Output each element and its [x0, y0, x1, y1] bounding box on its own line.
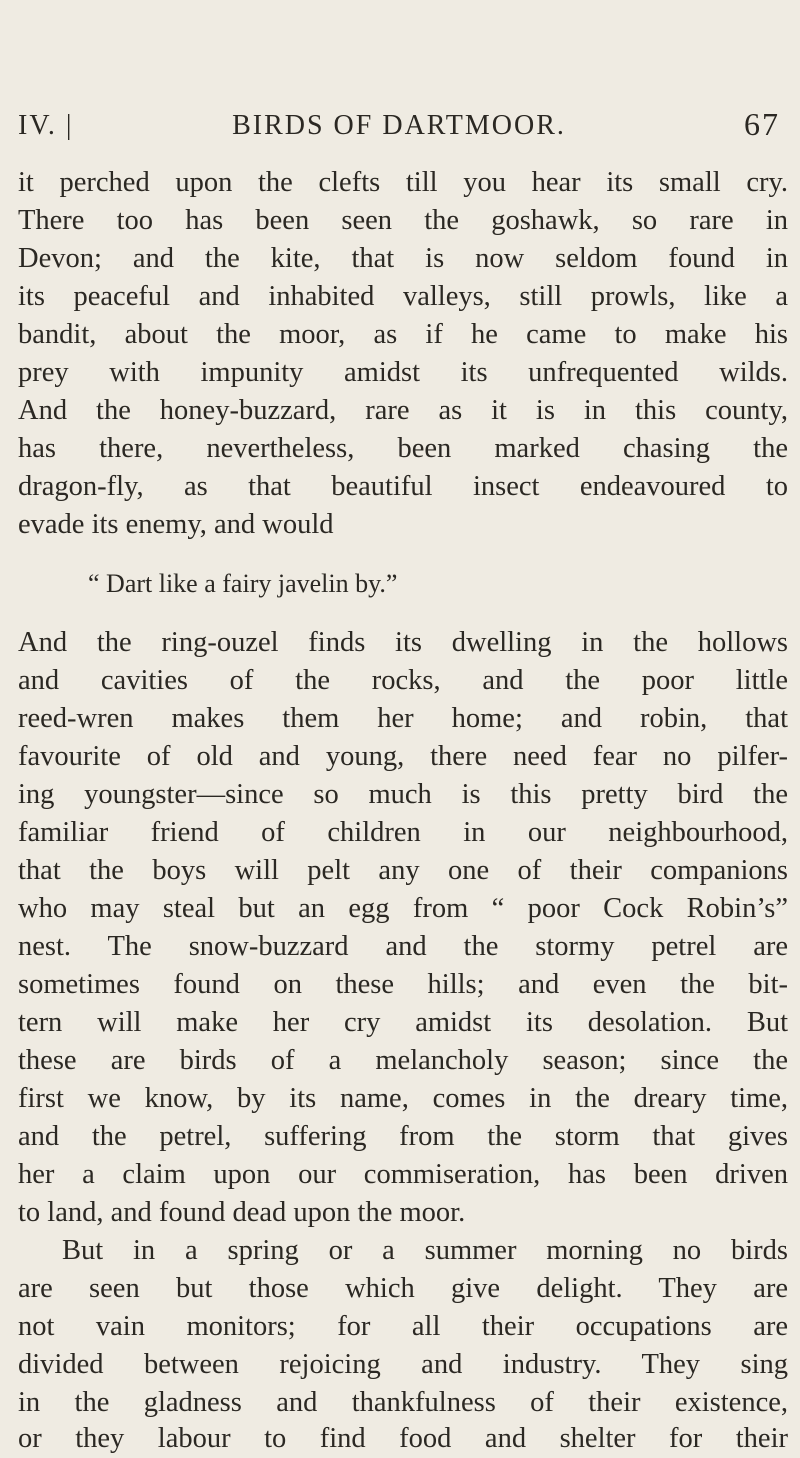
running-title: BIRDS OF DARTMOOR.	[232, 110, 566, 141]
text-line: reed-wren makes them her home; and robin, that	[18, 703, 788, 734]
text-line: it perched upon the clefts till you hear its small cry.	[18, 167, 788, 198]
text-line: not vain monitors; for all their occupations are	[18, 1311, 788, 1342]
text-line: ing youngster—since so much is this pretty bird the	[18, 779, 788, 810]
text-line: and the petrel, suffering from the storm that gives	[18, 1121, 788, 1152]
text-line: sometimes found on these hills; and even the bit-	[18, 969, 788, 1000]
text-line: But in a spring or a summer morning no birds	[62, 1235, 788, 1266]
text-line: evade its enemy, and would	[18, 509, 334, 540]
running-header	[18, 106, 780, 152]
text-line: favourite of old and young, there need fear no pilfer-	[18, 741, 788, 772]
text-line: first we know, by its name, comes in the dreary time,	[18, 1083, 788, 1114]
text-line: are seen but those which give delight. They are	[18, 1273, 788, 1304]
text-line: to land, and found dead upon the moor.	[18, 1197, 466, 1228]
page-number: 67	[744, 106, 780, 142]
text-line: these are birds of a melancholy season; since the	[18, 1045, 788, 1076]
text-line: or they labour to find food and shelter for their	[18, 1423, 788, 1454]
text-line: bandit, about the moor, as if he came to make his	[18, 319, 788, 350]
text-line: has there, nevertheless, been marked chasing the	[18, 433, 788, 464]
text-line: And the honey-buzzard, rare as it is in this county,	[18, 395, 788, 426]
text-line: tern will make her cry amidst its desolation. But	[18, 1007, 788, 1038]
text-line: prey with impunity amidst its unfrequented wilds.	[18, 357, 788, 388]
text-line: nest. The snow-buzzard and the stormy petrel are	[18, 931, 788, 962]
text-line: and cavities of the rocks, and the poor little	[18, 665, 788, 696]
text-line: Devon; and the kite, that is now seldom found in	[18, 243, 788, 274]
text-line: its peaceful and inhabited valleys, still prowls, like a	[18, 281, 788, 312]
text-line: There too has been seen the goshawk, so rare in	[18, 205, 788, 236]
text-line: her a claim upon our commiseration, has been driven	[18, 1159, 788, 1190]
text-line: And the ring-ouzel finds its dwelling in the hollows	[18, 627, 788, 658]
text-line: dragon-fly, as that beautiful insect endeavoured to	[18, 471, 788, 502]
text-line: in the gladness and thankfulness of their existence,	[18, 1387, 788, 1418]
text-line: who may steal but an egg from “ poor Cock Robin’s”	[18, 893, 788, 924]
text-line: familiar friend of children in our neighbourhood,	[18, 817, 788, 848]
chapter-number: IV. |	[18, 110, 74, 141]
verse-quote: “ Dart like a fairy javelin by.”	[88, 569, 398, 598]
text-line: that the boys will pelt any one of their companions	[18, 855, 788, 886]
text-line: divided between rejoicing and industry. They sing	[18, 1349, 788, 1380]
